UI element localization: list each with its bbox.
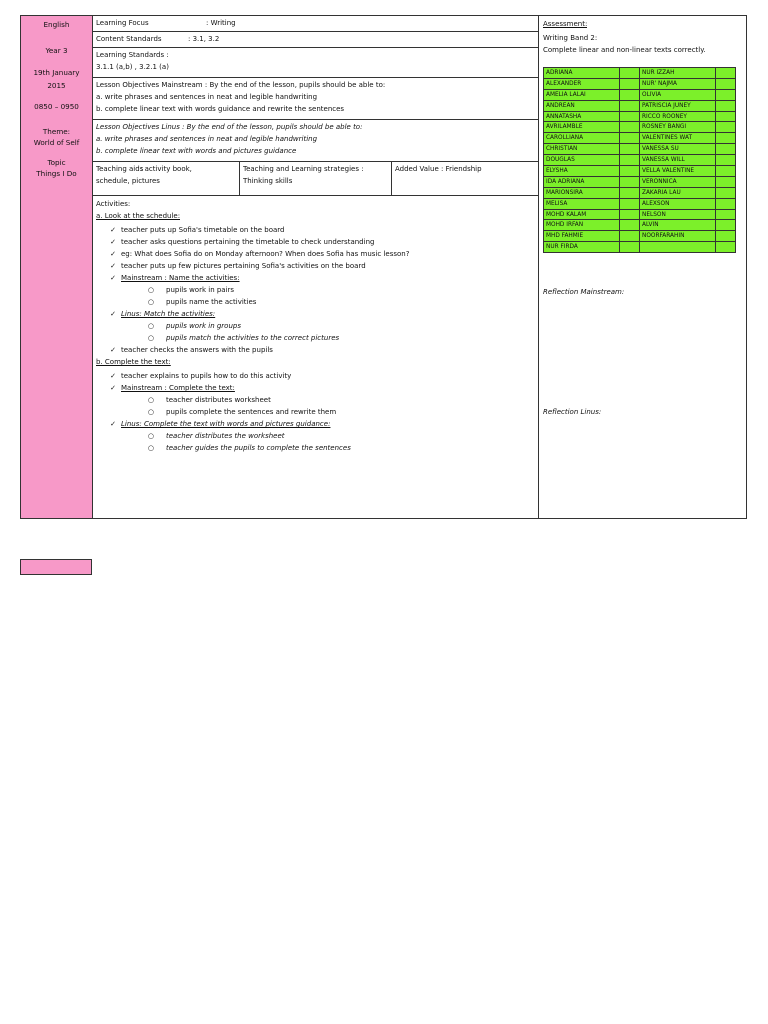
list-item: ✓ eg: What does Sofia do on Monday afternoon? When does Sofia has music lesson? bbox=[96, 248, 536, 260]
check-icon: ✓ bbox=[110, 420, 116, 428]
mark-cell bbox=[716, 122, 736, 133]
pupil-name-cell: MHD FAHMIE bbox=[544, 231, 620, 242]
teaching-aids-label: Teaching aids bbox=[96, 165, 144, 173]
mark-cell bbox=[620, 220, 640, 231]
assessment-criteria: Complete linear and non-linear texts correctly. bbox=[543, 46, 706, 54]
table-row bbox=[544, 231, 736, 242]
pupil-name-cell: ELYSHA bbox=[544, 166, 620, 177]
added-value: Added Value : Friendship bbox=[395, 165, 482, 173]
circle-bullet-icon: ○ bbox=[147, 408, 154, 416]
mark-cell bbox=[620, 133, 640, 144]
learning-focus-label: Learning Focus bbox=[96, 19, 149, 27]
table-row bbox=[544, 242, 736, 253]
pupil-name-cell: ZAKARIA LAU bbox=[640, 187, 716, 198]
mark-cell bbox=[620, 111, 640, 122]
mark-cell bbox=[620, 155, 640, 166]
pupil-name-cell: CAROLLIANA bbox=[544, 133, 620, 144]
mark-cell bbox=[716, 176, 736, 187]
mark-cell bbox=[620, 100, 640, 111]
list-item: ○ pupils name the activities bbox=[96, 296, 536, 308]
learning-standards-row bbox=[93, 48, 538, 78]
circle-bullet-icon: ○ bbox=[147, 444, 154, 452]
table-row bbox=[544, 198, 736, 209]
linus-subheading: Linus: Complete the text with words and pictures guidance: bbox=[121, 420, 331, 428]
circle-bullet-icon: ○ bbox=[147, 286, 154, 294]
linus-subheading: Linus: Match the activities: bbox=[121, 310, 216, 318]
mark-cell bbox=[716, 209, 736, 220]
mark-cell bbox=[716, 198, 736, 209]
mark-cell bbox=[620, 166, 640, 177]
objectives-mainstream-heading: Lesson Objectives Mainstream bbox=[96, 81, 203, 89]
lesson-details-column bbox=[93, 16, 539, 518]
pupil-name-cell: MOHD KALAM bbox=[544, 209, 620, 220]
theme-value: World of Self bbox=[33, 138, 80, 147]
list-item: ✓ teacher puts up Sofia's timetable on the board bbox=[96, 224, 536, 236]
check-icon: ✓ bbox=[110, 274, 116, 282]
strategies-value: Thinking skills bbox=[243, 177, 293, 185]
table-row bbox=[544, 155, 736, 166]
pupil-name-cell: VALENTINES WAT bbox=[640, 133, 716, 144]
pupil-name-cell: ALEXANDER bbox=[544, 78, 620, 89]
check-icon: ✓ bbox=[110, 372, 116, 380]
objectives-linus-heading: Lesson Objectives Linus bbox=[96, 123, 180, 131]
pupil-name-cell: NELSON bbox=[640, 209, 716, 220]
table-row bbox=[544, 166, 736, 177]
table-row bbox=[544, 68, 736, 79]
table-row bbox=[544, 187, 736, 198]
pupil-name-cell bbox=[640, 242, 716, 253]
mark-cell bbox=[716, 111, 736, 122]
list-item bbox=[96, 418, 536, 430]
mark-cell bbox=[716, 100, 736, 111]
mark-cell bbox=[620, 176, 640, 187]
lesson-info-column bbox=[21, 16, 93, 518]
assessment-heading: Assessment: bbox=[543, 20, 588, 28]
activities-section bbox=[96, 198, 536, 454]
list-item: ✓ teacher explains to pupils how to do this activity bbox=[96, 370, 536, 382]
mainstream-subheading: Mainstream : Name the activities: bbox=[121, 274, 240, 282]
list-item: ○ pupils complete the sentences and rewrite them bbox=[96, 406, 536, 418]
pupil-name-cell: ANDREAN bbox=[544, 100, 620, 111]
pupil-names-table bbox=[543, 67, 736, 253]
table-row bbox=[544, 133, 736, 144]
mark-cell bbox=[716, 166, 736, 177]
mark-cell bbox=[620, 198, 640, 209]
mark-cell bbox=[620, 231, 640, 242]
pupil-name-cell: ROSNEY BANGI bbox=[640, 122, 716, 133]
pupil-name-cell: VERONNICA bbox=[640, 176, 716, 187]
pupil-name-cell: NUR IZZAH bbox=[640, 68, 716, 79]
mark-cell bbox=[716, 231, 736, 242]
topic-value: Things I Do bbox=[36, 169, 77, 178]
check-icon: ✓ bbox=[110, 250, 116, 258]
check-icon: ✓ bbox=[110, 384, 116, 392]
assessment-column bbox=[539, 16, 746, 518]
date-line-2: 2015 bbox=[47, 81, 66, 90]
objectives-linus-row bbox=[93, 120, 538, 162]
list-item bbox=[96, 382, 536, 394]
mark-cell bbox=[620, 144, 640, 155]
pupil-name-cell: ALVIN bbox=[640, 220, 716, 231]
mark-cell bbox=[620, 209, 640, 220]
table-row bbox=[544, 176, 736, 187]
theme-label: Theme: bbox=[42, 127, 71, 136]
mark-cell bbox=[716, 68, 736, 79]
writing-band: Writing Band 2: bbox=[543, 34, 598, 42]
pupil-name-cell: DOUGLAS bbox=[544, 155, 620, 166]
pupil-name-cell: VANESSA WILL bbox=[640, 155, 716, 166]
objectives-linus-intro: : By the end of the lesson, pupils should be able to: bbox=[179, 123, 363, 131]
lesson-plan-table bbox=[20, 15, 747, 519]
objectives-mainstream-intro: : By the end of the lesson, pupils should be able to: bbox=[202, 81, 386, 89]
learning-standards-label: Learning Standards : bbox=[96, 51, 169, 59]
pupil-name-cell: PATRISCIA JUNEY bbox=[640, 100, 716, 111]
mark-cell bbox=[620, 187, 640, 198]
objective-linus-a: a. write phrases and sentences in neat and legible handwriting bbox=[96, 135, 318, 143]
list-item: ○ pupils work in pairs bbox=[96, 284, 536, 296]
table-row bbox=[544, 122, 736, 133]
objective-mainstream-b: b. complete linear text with words guidance and rewrite the sentences bbox=[96, 105, 345, 113]
pupil-name-cell: MOHD IRFAN bbox=[544, 220, 620, 231]
list-item: ○ pupils match the activities to the correct pictures bbox=[96, 332, 536, 344]
teaching-aids-value-2: schedule, pictures bbox=[96, 177, 160, 185]
mark-cell bbox=[716, 242, 736, 253]
table-row bbox=[544, 100, 736, 111]
list-item bbox=[96, 272, 536, 284]
mark-cell bbox=[716, 220, 736, 231]
list-item: ○ pupils work in groups bbox=[96, 320, 536, 332]
content-standards-value: : 3.1, 3.2 bbox=[188, 35, 220, 43]
mark-cell bbox=[716, 133, 736, 144]
list-item: ✓ teacher asks questions pertaining the timetable to check understanding bbox=[96, 236, 536, 248]
reflection-linus: Reflection Linus: bbox=[543, 408, 602, 416]
year: Year 3 bbox=[45, 46, 68, 55]
mark-cell bbox=[716, 187, 736, 198]
subject: English bbox=[43, 20, 70, 29]
table-row bbox=[544, 220, 736, 231]
objectives-mainstream-row bbox=[93, 78, 538, 120]
table-row bbox=[544, 89, 736, 100]
pupil-name-cell: RICCO ROONEY bbox=[640, 111, 716, 122]
learning-focus-value: : Writing bbox=[206, 19, 236, 27]
mark-cell bbox=[716, 144, 736, 155]
pupil-name-cell: CHRISTIAN bbox=[544, 144, 620, 155]
pupil-name-cell: NUR FIRDA bbox=[544, 242, 620, 253]
objective-linus-b: b. complete linear text with words and pictures guidance bbox=[96, 147, 297, 155]
table-row bbox=[544, 209, 736, 220]
table-row bbox=[544, 144, 736, 155]
list-item: ○ teacher guides the pupils to complete the sentences bbox=[96, 442, 536, 454]
teaching-aids-value: : activity book, bbox=[140, 165, 192, 173]
list-item bbox=[96, 308, 536, 320]
list-item: ✓ teacher checks the answers with the pupils bbox=[96, 344, 536, 356]
check-icon: ✓ bbox=[110, 346, 116, 354]
circle-bullet-icon: ○ bbox=[147, 396, 154, 404]
pink-color-box bbox=[20, 559, 92, 575]
check-icon: ✓ bbox=[110, 238, 116, 246]
content-standards-label: Content Standards bbox=[96, 35, 162, 43]
pupil-name-cell: OLIVIA bbox=[640, 89, 716, 100]
pupil-name-cell: NOORFARAHIN bbox=[640, 231, 716, 242]
check-icon: ✓ bbox=[110, 262, 116, 270]
list-item: ○ teacher distributes the worksheet bbox=[96, 430, 536, 442]
mark-cell bbox=[620, 78, 640, 89]
pupil-name-cell: VELLA VALENTINE bbox=[640, 166, 716, 177]
circle-bullet-icon: ○ bbox=[147, 298, 154, 306]
pupil-name-cell: ANNATASHA bbox=[544, 111, 620, 122]
table-row bbox=[544, 78, 736, 89]
activity-b-heading: b. Complete the text: bbox=[96, 358, 171, 366]
content-standards-row bbox=[93, 32, 538, 48]
reflection-mainstream: Reflection Mainstream: bbox=[543, 288, 625, 296]
mark-cell bbox=[716, 89, 736, 100]
pupil-name-cell: AMELIA LALAI bbox=[544, 89, 620, 100]
mark-cell bbox=[620, 89, 640, 100]
learning-focus-row bbox=[93, 16, 538, 32]
pupil-name-cell: IDA ADRIANA bbox=[544, 176, 620, 187]
pupil-name-cell: VANESSA SU bbox=[640, 144, 716, 155]
topic-label: Topic bbox=[47, 158, 66, 167]
activities-heading: Activities: bbox=[96, 200, 131, 208]
pupil-name-cell: NUR' NAJMA bbox=[640, 78, 716, 89]
pupil-name-cell: MELISA bbox=[544, 198, 620, 209]
mainstream-subheading: Mainstream : Complete the text: bbox=[121, 384, 235, 392]
circle-bullet-icon: ○ bbox=[147, 322, 154, 330]
mark-cell bbox=[716, 155, 736, 166]
objective-mainstream-a: a. write phrases and sentences in neat and legible handwriting bbox=[96, 93, 318, 101]
pupil-name-cell: AVRILAMBLE bbox=[544, 122, 620, 133]
learning-standards-value: 3.1.1 (a,b) , 3.2.1 (a) bbox=[96, 63, 169, 71]
mark-cell bbox=[620, 242, 640, 253]
pupil-name-cell: MARIONSIRA bbox=[544, 187, 620, 198]
circle-bullet-icon: ○ bbox=[147, 334, 154, 342]
activity-a-heading: a. Look at the schedule: bbox=[96, 212, 181, 220]
aids-row bbox=[93, 162, 538, 196]
circle-bullet-icon: ○ bbox=[147, 432, 154, 440]
time: 0850 – 0950 bbox=[34, 102, 79, 111]
check-icon: ✓ bbox=[110, 226, 116, 234]
check-icon: ✓ bbox=[110, 310, 116, 318]
mark-cell bbox=[620, 68, 640, 79]
pupil-name-cell: ADRIANA bbox=[544, 68, 620, 79]
date-line-1: 19th January bbox=[33, 68, 80, 77]
strategies-label: Teaching and Learning strategies : bbox=[243, 165, 364, 173]
pupil-name-cell: ALEXSON bbox=[640, 198, 716, 209]
list-item: ✓ teacher puts up few pictures pertaining Sofia's activities on the board bbox=[96, 260, 536, 272]
list-item: ○ teacher distributes worksheet bbox=[96, 394, 536, 406]
table-row bbox=[544, 111, 736, 122]
mark-cell bbox=[620, 122, 640, 133]
mark-cell bbox=[716, 78, 736, 89]
